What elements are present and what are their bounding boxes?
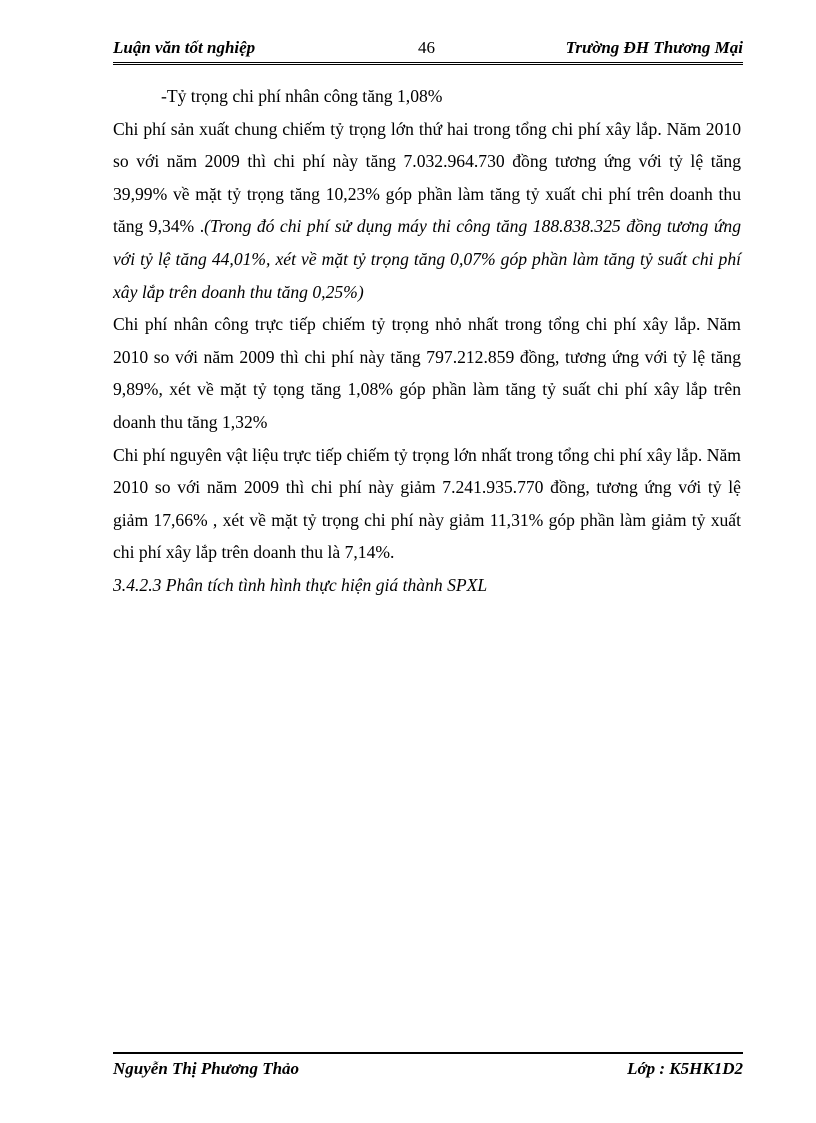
paragraph-overhead-cost	[113, 113, 741, 309]
header-university: Trường ĐH Thương Mại	[565, 38, 743, 57]
page-footer	[113, 1052, 743, 1082]
labor-cost-ratio-line: -Tỷ trọng chi phí nhân công tăng 1,08%	[161, 86, 443, 106]
footer-class: Lớp : K5HK1D2	[627, 1059, 743, 1078]
page-number: 46	[418, 38, 435, 57]
paragraph-overhead-note: (Trong đó chi phí sử dụng máy thi công tăng 188.838.325 đồng tương ứng với tỷ lệ tăng 44,01%, xét về mặt tỷ trọng tăng 0,07% góp phần làm tăng tỷ suất chi phí xây lắp trên doanh thu tăng 0,25%)	[113, 216, 742, 302]
page-header	[113, 36, 743, 65]
footer-author: Nguyễn Thị Phương Thảo	[113, 1059, 300, 1078]
header-thesis-title: Luận văn tốt nghiệp	[113, 38, 256, 57]
paragraph-direct-labor: Chi phí nhân công trực tiếp chiếm tỷ trọng nhỏ nhất trong tổng chi phí xây lắp. Năm 2010 so với năm 2009 thì chi phí này tăng 797.212.859 đồng, tương ứng với tỷ lệ tăng 9,89%, xét về mặt tỷ tọng tăng 1,08% góp phần làm tăng tỷ suất chi phí xây lắp trên doanh thu tăng 1,32%	[113, 314, 741, 432]
document-body	[113, 80, 741, 602]
paragraph-overhead-text: Chi phí sản xuất chung chiếm tỷ trọng lớn thứ hai trong tổng chi phí xây lắp. Năm 2010 so với năm 2009 thì chi phí này tăng 7.032.964.730 đồng tương ứng với tỷ lệ tăng 39,99% về mặt tỷ trọng tăng 10,23% góp phần làm tăng tỷ xuất chi phí trên doanh thu tăng 9,34% .	[113, 118, 741, 237]
paragraph-direct-materials: Chi phí nguyên vật liệu trực tiếp chiếm tỷ trọng lớn nhất trong tổng chi phí xây lắp. Năm 2010 so với năm 2009 thì chi phí này giảm 7.241.935.770 đồng, tương ứng với tỷ lệ giảm 17,66% , xét về mặt tỷ trọng chi phí này giảm 11,31% góp phần làm giảm tỷ xuất chi phí xây lắp trên doanh thu là 7,14%.	[113, 444, 741, 563]
section-heading: 3.4.2.3 Phân tích tình hình thực hiện giá thành SPXL	[113, 574, 488, 595]
